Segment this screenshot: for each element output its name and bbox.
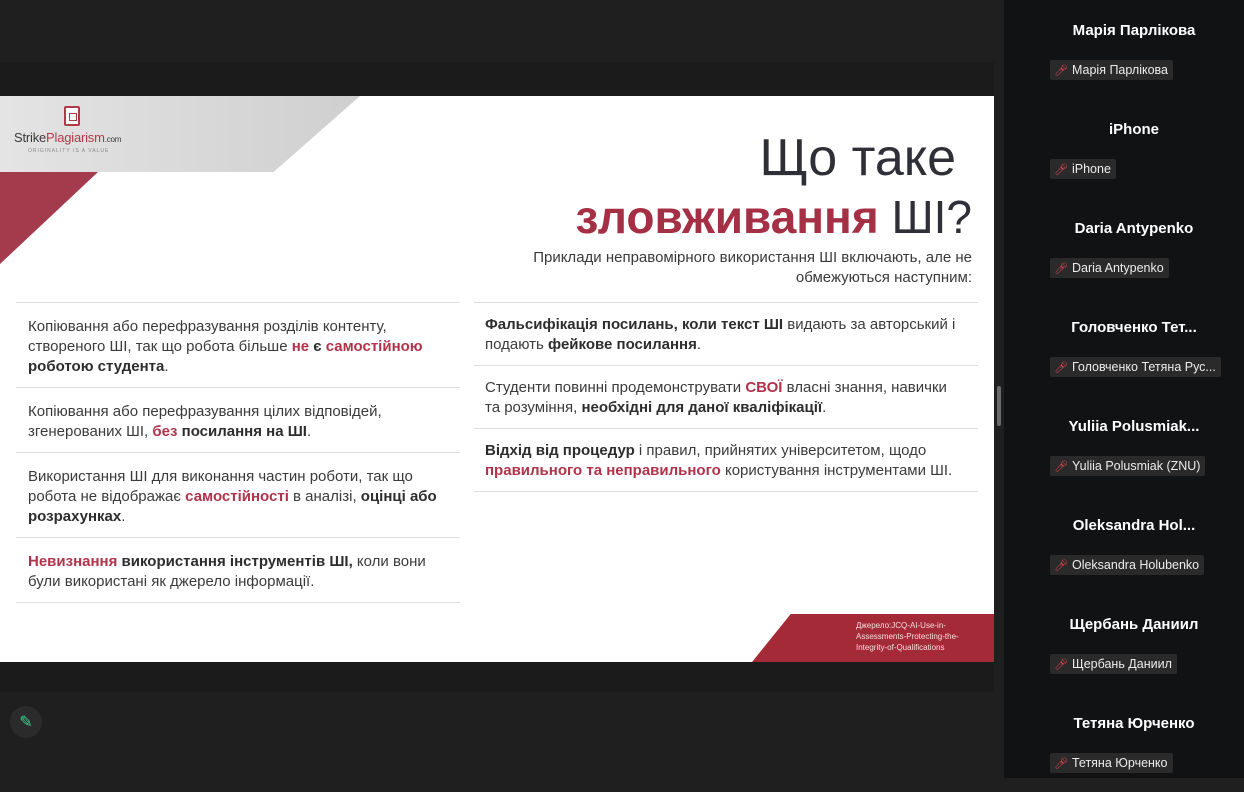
list-item: Копіювання або перефразування цілих відповідей, згенерованих ШІ, без посилання на ШІ. <box>16 387 460 452</box>
slide-source-note: Джерело:JCQ-AI-Use-in-Assessments-Protecting-the-Integrity-of-Qualifications <box>856 621 959 652</box>
participant-tile[interactable] <box>1004 0 1244 99</box>
participant-tile[interactable] <box>1004 297 1244 396</box>
participant-label: 🎤︎ Щербань Даниил <box>1050 654 1177 674</box>
stage-bottom-band <box>0 662 994 692</box>
participant-label: 🎤︎ Oleksandra Holubenko <box>1050 555 1204 575</box>
mic-off-icon: 🎤︎ <box>1054 361 1068 374</box>
mic-off-icon: 🎤︎ <box>1054 460 1068 473</box>
participant-tile[interactable] <box>1004 99 1244 198</box>
document-icon <box>64 106 80 126</box>
participant-tile[interactable] <box>1004 693 1244 792</box>
participant-tile[interactable] <box>1004 594 1244 693</box>
mic-off-icon: 🎤︎ <box>1054 757 1068 770</box>
slide-red-triangle <box>0 172 98 264</box>
participant-label: 🎤︎ Тетяна Юрченко <box>1050 753 1173 773</box>
stage-top-band <box>0 62 994 96</box>
participant-tile[interactable] <box>1004 396 1244 495</box>
mic-off-icon: 🎤︎ <box>1054 64 1068 77</box>
participant-label: 🎤︎ Daria Antypenko <box>1050 258 1169 278</box>
list-item: Використання ШІ для виконання частин роботи, так що робота не відображає самостійності в аналізі, оцінці або розрахунках. <box>16 452 460 537</box>
list-item: Відхід від процедур і правил, прийнятих університетом, щодо правильного та неправильного користування інструментами ШІ. <box>474 428 978 492</box>
participant-name: iPhone <box>1108 121 1159 138</box>
pencil-icon: ✎ <box>19 714 33 731</box>
participant-tile[interactable] <box>1004 198 1244 297</box>
participant-label: 🎤︎ Yuliia Polusmiak (ZNU) <box>1050 456 1205 476</box>
participant-name: Daria Antypenko <box>1074 220 1194 237</box>
participants-panel <box>1004 0 1244 778</box>
list-item: Студенти повинні продемонструвати СВОЇ власні знання, навички та розуміння, необхідні для даної кваліфікації. <box>474 365 978 428</box>
participant-name: Тетяна Юрченко <box>1073 715 1195 732</box>
list-item: Невизнання використання інструментів ШІ, коли вони були використані як джерело інформації. <box>16 537 460 603</box>
participant-name: Головченко Тет... <box>1071 319 1197 336</box>
slide-subtitle: Приклади неправомірного використання ШІ включають, але не обмежуються наступним: <box>533 249 972 286</box>
participant-name: Yuliia Polusmiak... <box>1068 418 1200 435</box>
participant-label: 🎤︎ iPhone <box>1050 159 1116 179</box>
slide-title-line2: зловживання ШІ? <box>575 191 972 243</box>
participant-name: Oleksandra Hol... <box>1072 517 1196 534</box>
participant-name: Щербань Даниил <box>1069 616 1199 633</box>
annotate-button[interactable] <box>10 706 42 738</box>
slide-title-line1: Що таке <box>759 129 956 187</box>
participant-tile[interactable] <box>1004 495 1244 594</box>
strikeplagiarism-logo: StrikePlagiarism.com ORIGINALITY IS A VALUE <box>14 106 144 156</box>
mic-off-icon: 🎤︎ <box>1054 262 1068 275</box>
mic-off-icon: 🎤︎ <box>1054 658 1068 671</box>
list-item: Фальсифікація посилань, коли текст ШІ видають за авторський і подають фейкове посилання. <box>474 302 978 365</box>
panel-resize-handle[interactable] <box>997 386 1001 426</box>
mic-off-icon: 🎤︎ <box>1054 163 1068 176</box>
list-item: Копіювання або перефразування розділів контенту, створеного ШІ, так що робота більше не є самостійною роботою студента. <box>16 302 460 387</box>
misuse-list-right <box>474 302 978 492</box>
presentation-slide <box>0 96 994 662</box>
participant-label: 🎤︎ Марія Парлікова <box>1050 60 1173 80</box>
misuse-list-left <box>16 302 460 603</box>
participant-name: Марія Парлікова <box>1072 22 1196 39</box>
mic-off-icon: 🎤︎ <box>1054 559 1068 572</box>
logo-tagline: ORIGINALITY IS A VALUE <box>28 148 110 154</box>
participant-label: 🎤︎ Головченко Тетяна Рус... <box>1050 357 1221 377</box>
